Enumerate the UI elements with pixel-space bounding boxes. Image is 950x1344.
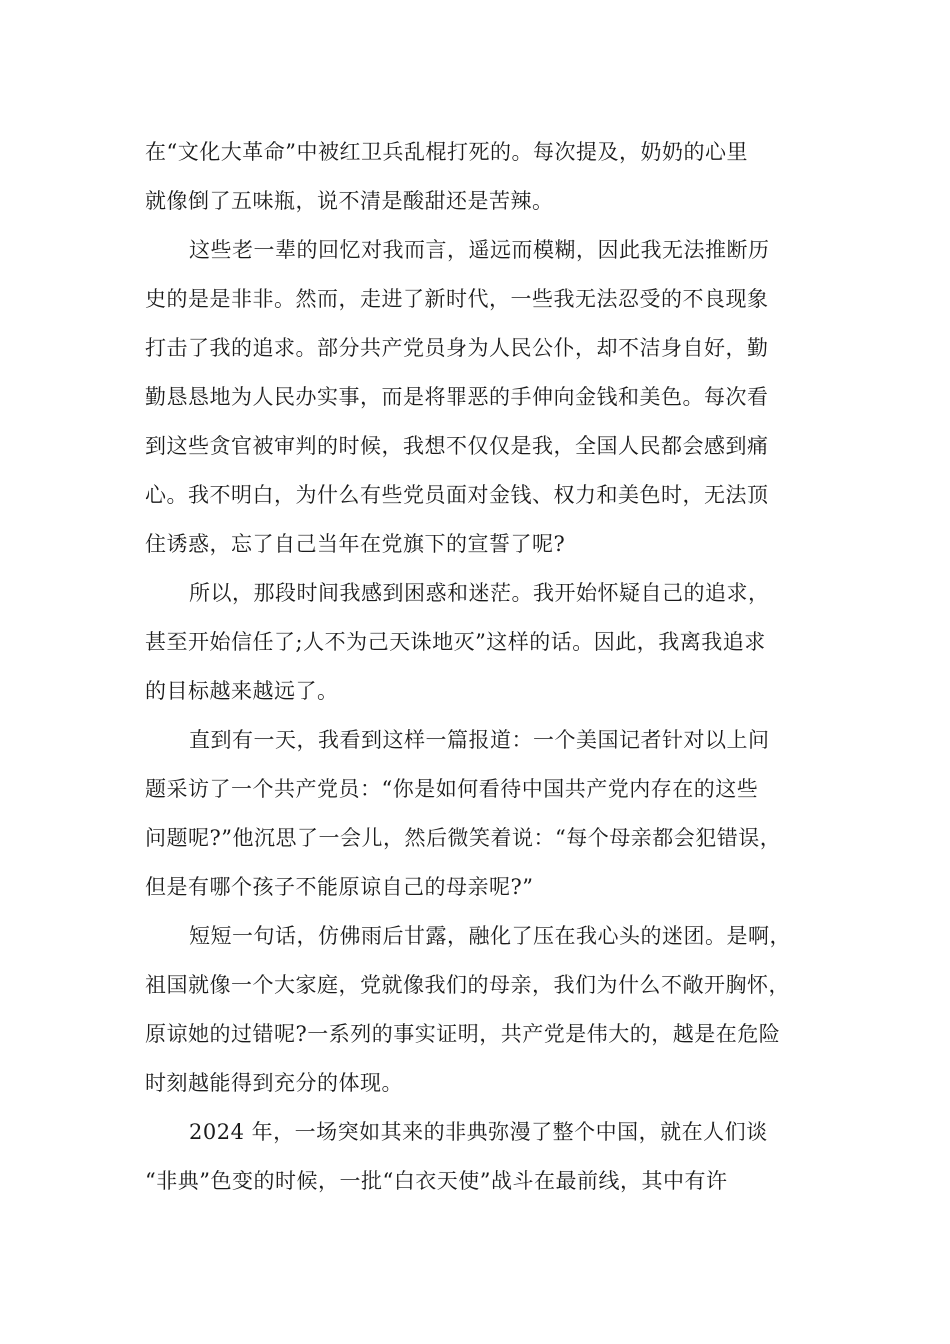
text-line: 祖国就像一个大家庭，党就像我们的母亲，我们为什么不敞开胸怀， <box>145 973 790 997</box>
text-line: 住诱惑，忘了自己当年在党旗下的宣誓了呢? <box>145 532 566 556</box>
text-line: 打击了我的追求。部分共产党员身为人民公仆，却不洁身自好，勤 <box>145 336 769 360</box>
text-line: 心。我不明白，为什么有些党员面对金钱、权力和美色时，无法顶 <box>145 483 769 507</box>
text-line: 的目标越来越远了。 <box>145 679 339 703</box>
paragraph-start-line: 这些老一辈的回忆对我而言，遥远而模糊，因此我无法推断历 <box>189 238 770 262</box>
paragraph-start-line: 短短一句话，仿佛雨后甘露，融化了压在我心头的迷团。是啊， <box>189 924 791 948</box>
text-line: “非典”色变的时候，一批“白衣天使”战斗在最前线，其中有许 <box>145 1169 728 1193</box>
body-text <box>145 128 810 1206</box>
text-line: 甚至开始信任了;人不为己天诛地灭”这样的话。因此，我离我追求 <box>145 630 766 654</box>
text-line: 但是有哪个孩子不能原谅自己的母亲呢?” <box>145 875 534 899</box>
text-line: 到这些贪官被审判的时候，我想不仅仅是我，全国人民都会感到痛 <box>145 434 769 458</box>
text-line: 题采访了一个共产党员：“你是如何看待中国共产党内存在的这些 <box>145 777 759 801</box>
text-line: 时刻越能得到充分的体现。 <box>145 1071 403 1095</box>
text-line: 原谅她的过错呢?一系列的事实证明，共产党是伟大的，越是在危险 <box>145 1022 781 1046</box>
paragraph-start-line: 所以，那段时间我感到困惑和迷茫。我开始怀疑自己的追求， <box>189 581 770 605</box>
text-line: 史的是是非非。然而，走进了新时代，一些我无法忍受的不良现象 <box>145 287 769 311</box>
paragraph-start-line: 直到有一天，我看到这样一篇报道：一个美国记者针对以上问 <box>189 728 770 752</box>
text-line: 在“文化大革命”中被红卫兵乱棍打死的。每次提及，奶奶的心里 <box>145 140 748 164</box>
text-line: 问题呢?”他沉思了一会儿，然后微笑着说：“每个母亲都会犯错误， <box>145 826 782 850</box>
text-line: 勤恳恳地为人民办实事，而是将罪恶的手伸向金钱和美色。每次看 <box>145 385 769 409</box>
text-line: 就像倒了五味瓶，说不清是酸甜还是苦辣。 <box>145 189 554 213</box>
paragraph-start-line: 2024 年，一场突如其来的非典弥漫了整个中国，就在人们谈 <box>189 1120 768 1144</box>
